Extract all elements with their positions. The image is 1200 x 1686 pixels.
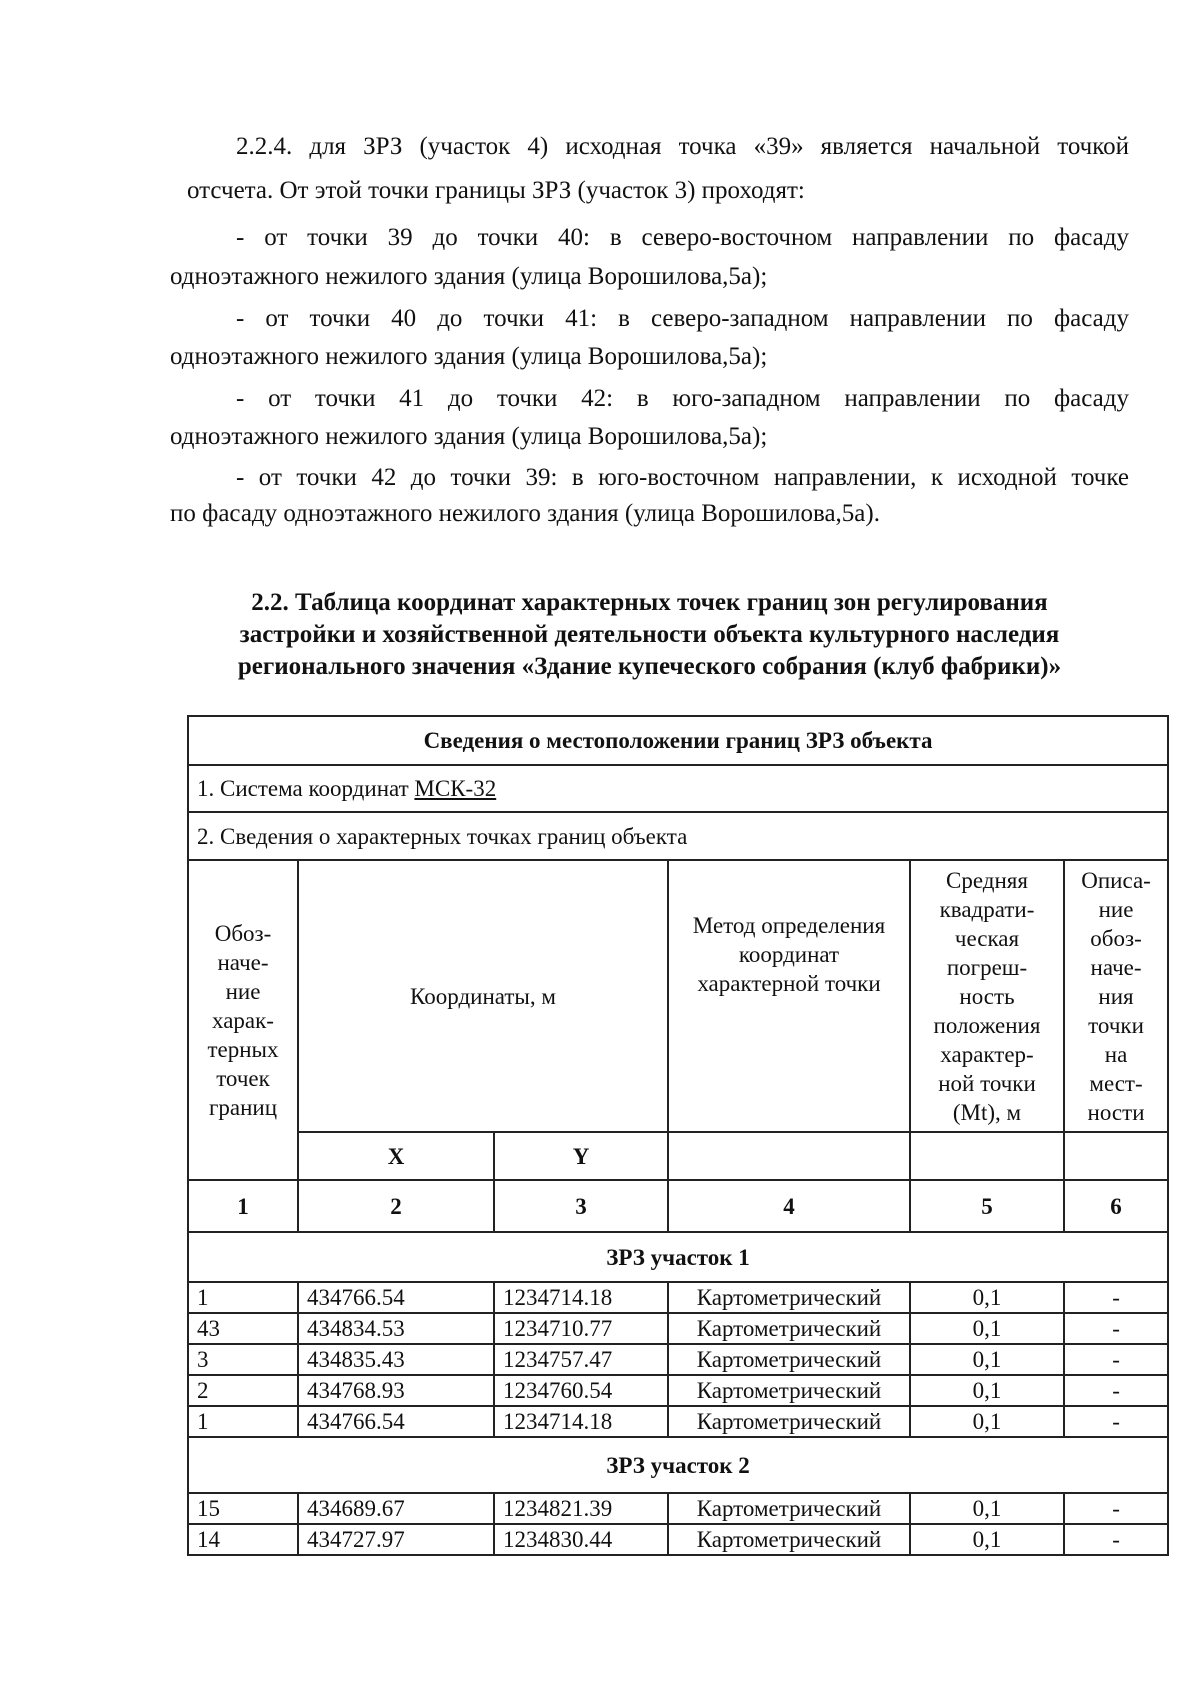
point-x: 434766.54 bbox=[298, 1282, 494, 1313]
header-coordinates: Координаты, м bbox=[298, 860, 668, 1132]
point-method: Картометрический bbox=[668, 1282, 910, 1313]
point-mt: 0,1 bbox=[910, 1493, 1064, 1524]
coordinate-system-label: 1. Система координат bbox=[197, 776, 415, 801]
table-heading bbox=[170, 587, 1129, 683]
point-x: 434689.67 bbox=[298, 1493, 494, 1524]
coordinates-table bbox=[187, 715, 1169, 1556]
column-number: 2 bbox=[298, 1180, 494, 1232]
bullet-line: одноэтажного нежилого здания (улица Ворошилова,5а); bbox=[170, 423, 768, 450]
header-text-line: Метод определения bbox=[692, 913, 886, 938]
point-description: - bbox=[1064, 1282, 1168, 1313]
point-x: 434727.97 bbox=[298, 1524, 494, 1555]
point-id: 15 bbox=[188, 1493, 298, 1524]
table-title: Сведения о местоположении границ ЗРЗ объекта bbox=[188, 716, 1168, 765]
point-method: Картометрический bbox=[668, 1406, 910, 1437]
section-title: ЗРЗ участок 2 bbox=[188, 1437, 1168, 1493]
empty-cell bbox=[1064, 1132, 1168, 1180]
header-text-line: Средняя bbox=[946, 867, 1028, 893]
header-text-line: ной точки bbox=[938, 1070, 1036, 1096]
bullet-line: по фасаду одноэтажного нежилого здания (улица Ворошилова,5а). bbox=[170, 500, 880, 527]
header-text-line: (Mt), м bbox=[952, 1099, 1022, 1125]
column-number: 1 bbox=[188, 1180, 298, 1232]
header-mean-error bbox=[910, 860, 1064, 1132]
header-text-line: ние bbox=[1098, 896, 1134, 922]
point-description: - bbox=[1064, 1313, 1168, 1344]
header-text-line: ческая bbox=[954, 925, 1020, 951]
header-text-line: Описа- bbox=[1081, 867, 1151, 893]
header-text-line: мест- bbox=[1089, 1070, 1143, 1096]
column-number: 5 bbox=[910, 1180, 1064, 1232]
paragraph-line: отсчета. От этой точки границы ЗРЗ (участок 3) проходят: bbox=[187, 177, 805, 204]
header-text-line: наче- bbox=[1090, 954, 1142, 980]
point-method: Картометрический bbox=[668, 1375, 910, 1406]
point-mt: 0,1 bbox=[910, 1313, 1064, 1344]
column-number: 3 bbox=[494, 1180, 668, 1232]
point-x: 434834.53 bbox=[298, 1313, 494, 1344]
header-text-line: характер- bbox=[940, 1041, 1034, 1067]
heading-line: застройки и хозяйственной деятельности объекта культурного наследия bbox=[239, 621, 1060, 648]
point-id: 1 bbox=[188, 1282, 298, 1313]
header-text-line: положения bbox=[933, 1012, 1041, 1038]
header-text-line: ние bbox=[225, 978, 261, 1004]
point-y: 1234760.54 bbox=[494, 1375, 668, 1406]
bullet-line: - от точки 42 до точки 39: в юго-восточном направлении, к исходной точке bbox=[236, 464, 1129, 491]
point-mt: 0,1 bbox=[910, 1524, 1064, 1555]
empty-cell bbox=[668, 1132, 910, 1180]
point-method: Картометрический bbox=[668, 1344, 910, 1375]
column-number: 4 bbox=[668, 1180, 910, 1232]
heading-line: 2.2. Таблица координат характерных точек границ зон регулирования bbox=[251, 589, 1048, 616]
header-method bbox=[668, 860, 910, 1132]
section-title: ЗРЗ участок 1 bbox=[188, 1232, 1168, 1282]
point-y: 1234757.47 bbox=[494, 1344, 668, 1375]
header-text-line: границ bbox=[208, 1094, 278, 1120]
bullet-line: - от точки 41 до точки 42: в юго-западном направлении по фасаду bbox=[236, 385, 1129, 412]
point-description: - bbox=[1064, 1524, 1168, 1555]
header-text-line: на bbox=[1104, 1041, 1128, 1067]
point-x: 434766.54 bbox=[298, 1406, 494, 1437]
point-mt: 0,1 bbox=[910, 1406, 1064, 1437]
bullet-line: одноэтажного нежилого здания (улица Ворошилова,5а); bbox=[170, 343, 768, 370]
header-text-line: харак- bbox=[212, 1007, 274, 1033]
bullet-line: - от точки 39 до точки 40: в северо-восточном направлении по фасаду bbox=[236, 224, 1129, 251]
points-info-row: 2. Сведения о характерных точках границ объекта bbox=[188, 812, 1168, 860]
point-y: 1234714.18 bbox=[494, 1406, 668, 1437]
point-method: Картометрический bbox=[668, 1493, 910, 1524]
paragraph-line: 2.2.4. для ЗРЗ (участок 4) исходная точка «39» является начальной точкой bbox=[236, 133, 1129, 160]
point-y: 1234821.39 bbox=[494, 1493, 668, 1524]
point-id: 3 bbox=[188, 1344, 298, 1375]
header-text-line: Обоз- bbox=[214, 920, 272, 946]
header-text-line: обоз- bbox=[1090, 925, 1142, 951]
header-text-line: ния bbox=[1098, 983, 1134, 1009]
point-y: 1234830.44 bbox=[494, 1524, 668, 1555]
coordinate-system-row bbox=[188, 765, 1168, 812]
point-mt: 0,1 bbox=[910, 1375, 1064, 1406]
point-mt: 0,1 bbox=[910, 1282, 1064, 1313]
point-method: Картометрический bbox=[668, 1313, 910, 1344]
header-x: X bbox=[298, 1132, 494, 1180]
header-y: Y bbox=[494, 1132, 668, 1180]
point-description: - bbox=[1064, 1406, 1168, 1437]
point-x: 434768.93 bbox=[298, 1375, 494, 1406]
point-id: 14 bbox=[188, 1524, 298, 1555]
point-id: 1 bbox=[188, 1406, 298, 1437]
bullet-line: - от точки 40 до точки 41: в северо-западном направлении по фасаду bbox=[236, 305, 1129, 332]
bullet-line: одноэтажного нежилого здания (улица Ворошилова,5а); bbox=[170, 263, 768, 290]
header-text-line: точки bbox=[1088, 1012, 1144, 1038]
point-description: - bbox=[1064, 1375, 1168, 1406]
empty-cell bbox=[910, 1132, 1064, 1180]
point-description: - bbox=[1064, 1493, 1168, 1524]
column-number: 6 bbox=[1064, 1180, 1168, 1232]
header-text-line: терных bbox=[207, 1036, 279, 1062]
coordinate-system-name: МСК-32 bbox=[414, 776, 497, 801]
point-method: Картометрический bbox=[668, 1524, 910, 1555]
header-text-line: точек bbox=[216, 1065, 270, 1091]
point-y: 1234714.18 bbox=[494, 1282, 668, 1313]
header-text-line: характерной точки bbox=[697, 971, 881, 996]
header-text-line: квадрати- bbox=[939, 896, 1035, 922]
point-mt: 0,1 bbox=[910, 1344, 1064, 1375]
header-text-line: наче- bbox=[217, 949, 269, 975]
point-id: 2 bbox=[188, 1375, 298, 1406]
header-text-line: погреш- bbox=[946, 954, 1028, 980]
point-description: - bbox=[1064, 1344, 1168, 1375]
header-description bbox=[1064, 860, 1168, 1132]
point-y: 1234710.77 bbox=[494, 1313, 668, 1344]
header-text-line: координат bbox=[738, 942, 840, 967]
point-x: 434835.43 bbox=[298, 1344, 494, 1375]
header-text-line: ность bbox=[959, 983, 1015, 1009]
header-text-line: ности bbox=[1087, 1099, 1145, 1125]
point-id: 43 bbox=[188, 1313, 298, 1344]
header-point-designation bbox=[188, 860, 298, 1180]
heading-line: регионального значения «Здание купеческого собрания (клуб фабрики)» bbox=[237, 653, 1062, 680]
